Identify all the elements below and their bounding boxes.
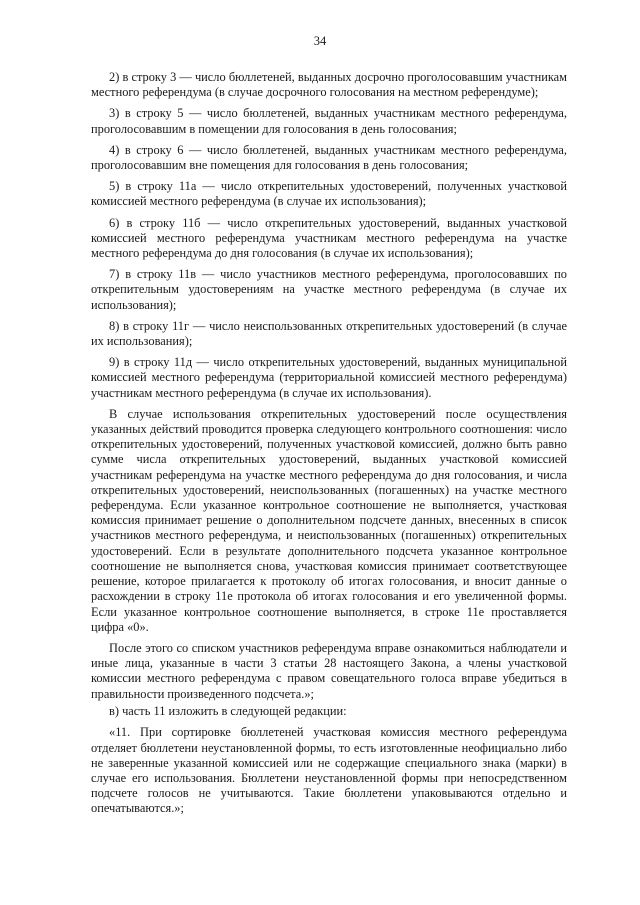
paragraph-item-2: 2) в строку 3 — число бюллетеней, выданных досрочно проголосовавшим участникам местного референдума (в случае досрочного голосования на местном референдуме); <box>91 70 567 100</box>
paragraph-item-8: 8) в строку 11г — число неиспользованных открепительных удостоверений (в случае их использования); <box>91 318 567 349</box>
paragraph-control-ratio: В случае использования открепительных удостоверений после осуществления указанных действий проводится проверка следующего контрольного соотношения: число открепительных удостоверений, полученных участковой комиссией, должно быть равно сумме числа открепительных удостоверений, выданных участковой комиссией участникам референдума на участке местного референдума до дня голосования, и числа открепительных удостоверений, неиспользованных (погашенных) на участке местного референдума. Если указанное контрольное соотношение не выполняется, участковая комиссия принимает решение о дополнительном подсчете данных, внесенных в список участников местного референдума, и неиспользованных (погашенных) открепительных удостоверений. Если в результате дополнительного подсчета указанное контрольное соотношение не выполняется снова, участковая комиссия принимает соответствующее решение, которое прилагается к протоколу об итогах голосования, и вносит данные о расхождении в строку 11е протокола об итогах голосования и его увеличенной формы. Если указанное контрольное соотношение выполняется, в строке 11е проставляется цифра «0». <box>91 406 567 634</box>
paragraph-part-11: «11. При сортировке бюллетеней участковая комиссия местного референдума отделяет бюллетени неустановленной формы, то есть изготовленные неофициально либо не заверенные указанной комиссией или не содержащие специального знака (марки) в случае его использования. Бюллетени неустановленной формы при непосредственном подсчете голосов не учитываются. Такие бюллетени упаковываются отдельно и опечатываются.»; <box>91 725 567 816</box>
page-number: 34 <box>313 34 327 48</box>
document-body <box>91 70 567 819</box>
paragraph-item-4: 4) в строку 6 — число бюллетеней, выданных участникам местного референдума, проголосовавшим вне помещения для голосования в день голосования; <box>91 142 567 173</box>
paragraph-item-7: 7) в строку 11в — число участников местного референдума, проголосовавших по открепительным удостоверениям на участке местного референдума (в случае их использования); <box>91 267 567 312</box>
paragraph-item-3: 3) в строку 5 — число бюллетеней, выданных участникам местного референдума, проголосовавшим в помещении для голосования в день голосования; <box>91 106 567 136</box>
paragraph-item-6: 6) в строку 11б — число открепительных удостоверений, выданных участковой комиссией местного референдума участникам местного референдума на участке местного референдума до дня голосования (в случае их использования); <box>91 215 567 261</box>
paragraph-subclause-v: в) часть 11 изложить в следующей редакции: <box>109 704 347 719</box>
paragraph-item-9: 9) в строку 11д — число открепительных удостоверений, выданных муниципальной комиссией местного референдума (территориальной комиссией местного референдума) участникам местного референдума (в случае их использования). <box>91 355 567 400</box>
paragraph-observers: После этого со списком участников референдума вправе ознакомиться наблюдатели и иные лица, указанные в части 3 статьи 28 настоящего Закона, а члены участковой комиссии местного референдума с правом совещательного голоса вправе убедиться в правильности произведенного подсчета.»; <box>91 640 567 701</box>
paragraph-item-5: 5) в строку 11а — число открепительных удостоверений, полученных участковой комиссией местного референдума (в случае их использования); <box>91 179 567 209</box>
